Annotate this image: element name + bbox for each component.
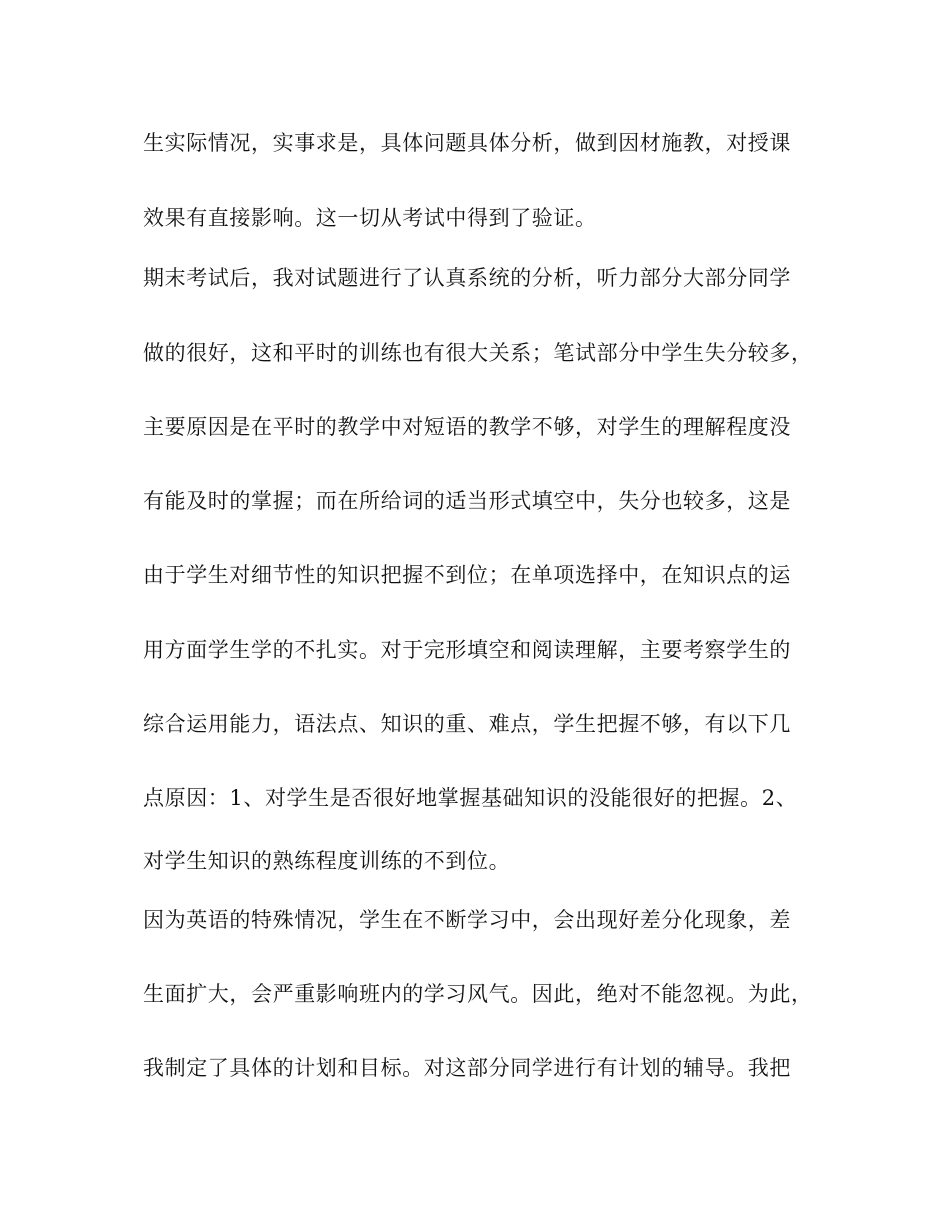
text-line: 主要原因是在平时的教学中对短语的教学不够，对学生的理解程度没 <box>143 415 791 439</box>
text-line: 效果有直接影响。这一切从考试中得到了验证。 <box>143 206 597 230</box>
text-line: 点原因：1、对学生是否很好地掌握基础知识的没能很好的把握。2、 <box>143 786 798 810</box>
text-line: 因为英语的特殊情况，学生在不断学习中，会出现好差分化现象，差 <box>143 908 791 932</box>
text-line: 生实际情况，实事求是，具体问题具体分析，做到因材施教，对授课 <box>143 131 791 155</box>
text-line: 用方面学生学的不扎实。对于完形填空和阅读理解，主要考察学生的 <box>143 638 791 662</box>
text-line: 我制定了具体的计划和目标。对这部分同学进行有计划的辅导。我把 <box>143 1056 791 1080</box>
text-line: 由于学生对细节性的知识把握不到位；在单项选择中，在知识点的运 <box>143 563 791 587</box>
text-line: 综合运用能力，语法点、知识的重、难点，学生把握不够，有以下几 <box>143 712 791 736</box>
text-line: 期末考试后，我对试题进行了认真系统的分析，听力部分大部分同学 <box>143 266 791 290</box>
text-line: 对学生知识的熟练程度训练的不到位。 <box>143 849 511 873</box>
text-line: 有能及时的掌握；而在所给词的适当形式填空中，失分也较多，这是 <box>143 489 791 513</box>
text-line: 做的很好，这和平时的训练也有很大关系；笔试部分中学生失分较多， <box>143 341 813 365</box>
text-line: 生面扩大，会严重影响班内的学习风气。因此，绝对不能忽视。为此， <box>143 982 813 1006</box>
